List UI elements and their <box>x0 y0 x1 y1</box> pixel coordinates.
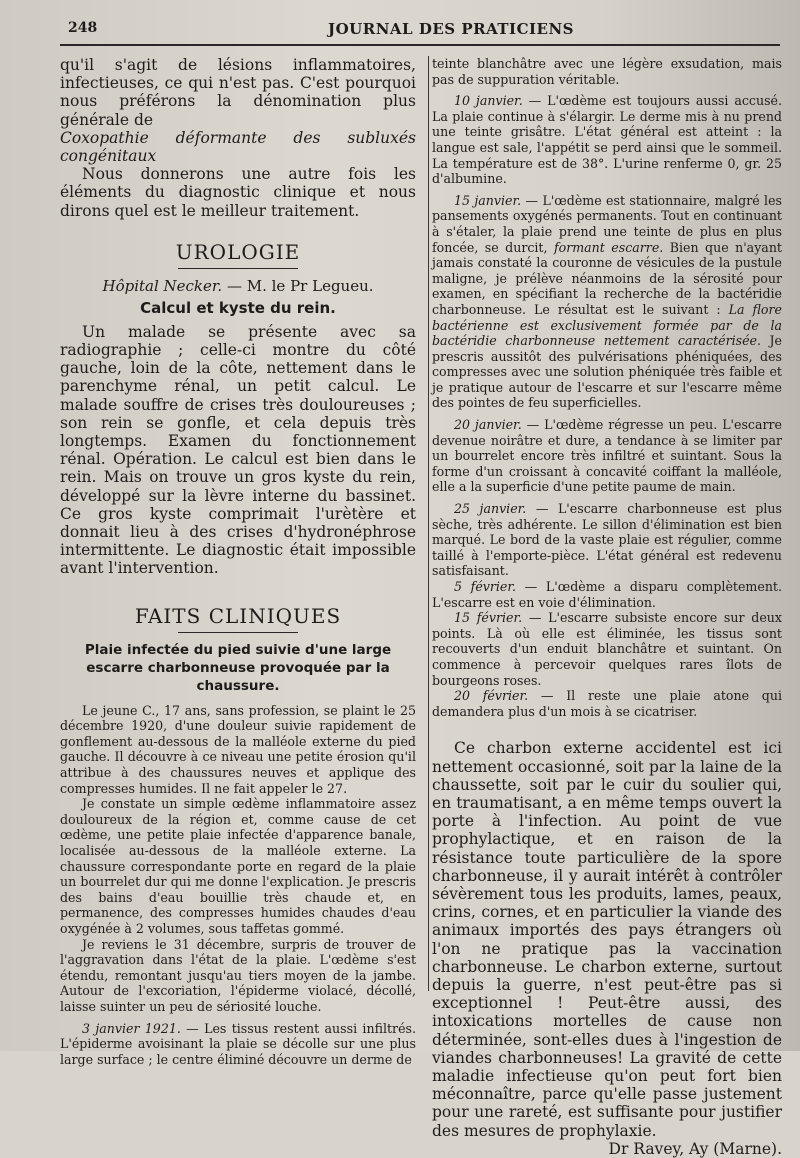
faits-cliniques-title: FAITS CLINIQUES <box>134 603 342 628</box>
date-20-fevrier: 20 février. <box>454 688 529 704</box>
entry-10-janvier-text: — L'œdème est toujours aussi accusé. La plaie continue à s'élargir. Le derme mis à nu prend une teinte grisâtre. L'état général est atteint : la langue est sale, l'appétit se perd ainsi que le sommeil. La température est de 38°. L'urine renferme 0, gr. 25 d'albumine. <box>432 93 782 187</box>
entry-15-fevrier-text: — L'escarre subsiste encore sur deux points. Là où elle est éliminée, les tissus sont recouverts d'un enduit blanchâtre et suintant. On commence à percevoir quelques rares îlots de bourgeons roses. <box>432 610 782 688</box>
case-title: Plaie infectée du pied suivie d'une large escarre charbonneuse provoquée par la chaussure. <box>84 641 392 694</box>
left-column <box>60 56 416 1067</box>
hospital-professor: — M. le Pr Legueu. <box>222 276 374 295</box>
entry-20-fevrier <box>432 688 782 719</box>
right-paragraph-0: teinte blanchâtre avec une légère exsudation, mais pas de suppuration véritable. <box>432 56 782 87</box>
date-25-janvier: 25 janvier. <box>454 501 527 517</box>
entry-20-fevrier-text: — Il reste une plaie atone qui demandera plus d'un mois à se cicatriser. <box>432 688 782 719</box>
entry-15-janvier <box>432 193 782 411</box>
case-paragraph-1: Le jeune C., 17 ans, sans profession, se plaint le 25 décembre 1920, d'une douleur suivie rapidement de gonflement au-dessous de la malléole externe du pied gauche. Il découvre à ce niveau une petite érosion qu'il attribue à des chaussures neuves et applique des compresses humides. Il ne fait appeler le 27. <box>60 702 416 796</box>
entry-15-janvier-text-c: . Je prescris aussitôt des pulvérisations phéniquées, des compresses avec une solution phéniquée très faible et je pratique autour de l'escarre et sur l'escarre même des pointes de feu superficielles. <box>432 333 782 411</box>
page-number: 248 <box>68 20 98 36</box>
case-paragraph-3: Je reviens le 31 décembre, surpris de trouver de l'aggravation dans l'état de la plaie. L'œdème s'est étendu, remontant jusqu'au tiers moyen de la jambe. Autour de l'excoriation, l'épiderme violacé, décollé, laisse suinter un peu de sériosité louche. <box>60 936 416 1014</box>
entry-15-janvier-text-a: — L'œdème est stationnaire, malgré les pansements oxygénés permanents. Tout en continuant à s'étaler, la plaie prend une teinte de plus en plus foncée, se durcit, <box>432 192 782 255</box>
date-3-janvier: 3 janvier 1921. <box>82 1020 181 1036</box>
faits-rule <box>178 632 298 633</box>
urology-rule <box>178 268 298 269</box>
date-10-janvier: 10 janvier. <box>454 93 523 109</box>
journal-title: JOURNAL DES PRATICIENS <box>328 20 574 38</box>
urology-title: UROLOGIE <box>175 239 301 264</box>
entry-15-fevrier <box>432 610 782 688</box>
entry-25-janvier-text: — L'escarre charbonneuse est plus sèche, très adhérente. Le sillon d'élimination est bien marqué. Le bord de la vaste plaie est régulier, comme taillé à l'emporte-pièce. L'état général est redevenu satisfaisant. <box>432 501 782 579</box>
date-20-janvier: 20 janvier. <box>454 417 522 433</box>
entry-10-janvier <box>432 93 782 187</box>
page-header <box>60 18 780 46</box>
date-15-janvier: 15 janvier. <box>454 192 522 208</box>
urology-paragraph: Un malade se présente avec sa radiographie ; celle-ci montre du côté gauche, loin de la côte, nettement dans le parenchyme rénal, un petit calcul. Le malade souffre de crises très douloureuses ; son rein se gonfle, et cela depuis très longtemps. Examen du fonctionnement rénal. Opération. Le calcul est bien dans le rein. Mais on trouve un gros kyste du rein, développé sur la lèvre interne du bassinet. Ce gros kyste comprimait l'urètère et donnait lieu à des crises d'hydronéphrose intermittente. Le diagnostic était impossible avant l'intervention. <box>60 322 416 578</box>
entry-25-janvier <box>432 501 782 579</box>
intro-end-paragraph: Nous donnerons une autre fois les éléments du diagnostic clinique et nous dirons quel est le meilleur traitement. <box>60 165 416 220</box>
entry-5-fevrier <box>432 579 782 610</box>
case-paragraph-2: Je constate un simple œdème inflammatoire assez douloureux de la région et, comme cause de cet œdème, une petite plaie infectée d'apparence banale, localisée au-dessous de la malléole externe. La chaussure correspondante porte en regard de la plaie un bourrelet dur qui me donne l'explication. Je prescris des bains d'eau bouillie très chaude et, en permanence, des compresses humides chaudes d'eau oxygénée à 2 volumes, sous taffetas gommé. <box>60 796 416 936</box>
entry-15-janvier-text-b: . Bien que n'ayant jamais constaté la couronne de vésicules de la pustule maligne, je prélève néanmoins de la sérosité pour examen, en spécifiant la recherche de la bactéridie charbonneuse. Le résultat est le suivant : <box>432 239 782 317</box>
hospital-line <box>60 277 416 295</box>
entry-20-janvier <box>432 417 782 495</box>
entry-20-janvier-text: — L'œdème régresse un peu. L'escarre devenue noirâtre et dure, a tendance à se limiter par un bourrelet encore très infiltré et suintant. Sous la forme d'un croissant à concavité coiffant la malléole, elle a la superficie d'une petite paume de main. <box>432 417 782 495</box>
intro-text: qu'il s'agit de lésions inflammatoires, infectieuses, ce qui n'est pas. C'est pourquoi nous préférons la dénomination plus générale de <box>60 56 416 129</box>
conclusion-paragraph: Ce charbon externe accidentel est ici nettement occasionné, soit par la laine de la chaussette, soit par le cuir du soulier qui, en traumatisant, a en même temps ouvert la porte à l'infection. Au point de vue prophylactique, et en raison de la résistance toute particulière de la spore charbonneuse, il y aurait intérêt à contrôler sévèrement tous les produits, lames, peaux, crins, cornes, et en particulier la viande des animaux importés des pays étrangers où l'on ne pratique pas la vaccination charbonneuse. Le charbon externe, surtout depuis la guerre, n'est peut-être pas si exceptionnel ! Peut-être aussi, des intoxications mortelles de cause non déterminée, sont-elles dues à l'ingestion de viandes charbonneuses! La gravité de cette maladie infectieuse qu'on peut fort bien méconnaître, parce qu'elle passe justement pour une rareté, est suffisante pour justifier des mesures de prophylaxie. <box>432 739 782 1140</box>
entry-15-janvier-italic-2: La flore bactérienne est exclusivement formée par de la bactéridie charbonneuse nettement caractérisée <box>432 301 782 349</box>
urology-subtitle: Calcul et kyste du rein. <box>140 298 336 317</box>
entry-15-janvier-italic-1: formant escarre <box>553 239 660 255</box>
date-5-fevrier: 5 février. <box>454 579 517 594</box>
date-15-fevrier: 15 février. <box>454 610 523 626</box>
intro-italic: Coxopathie déformante des subluxés congénitaux <box>60 128 416 166</box>
case-paragraph-4 <box>60 1021 416 1068</box>
entry-5-fevrier-text: — L'œdème a disparu complètement. L'escarre est en voie d'élimination. <box>432 579 782 610</box>
column-divider <box>428 56 429 991</box>
case-paragraph-4-text: — Les tissus restent aussi infiltrés. L'épiderme avoisinant la plaie se décolle sur une plus large surface ; le centre éliminé découvre un derme de <box>60 1020 416 1067</box>
hospital-name: Hôpital Necker. <box>102 276 223 295</box>
right-column <box>432 56 782 1158</box>
intro-paragraph <box>60 56 416 165</box>
signature: Dr Ravey, Ay (Marne). <box>608 1139 782 1158</box>
